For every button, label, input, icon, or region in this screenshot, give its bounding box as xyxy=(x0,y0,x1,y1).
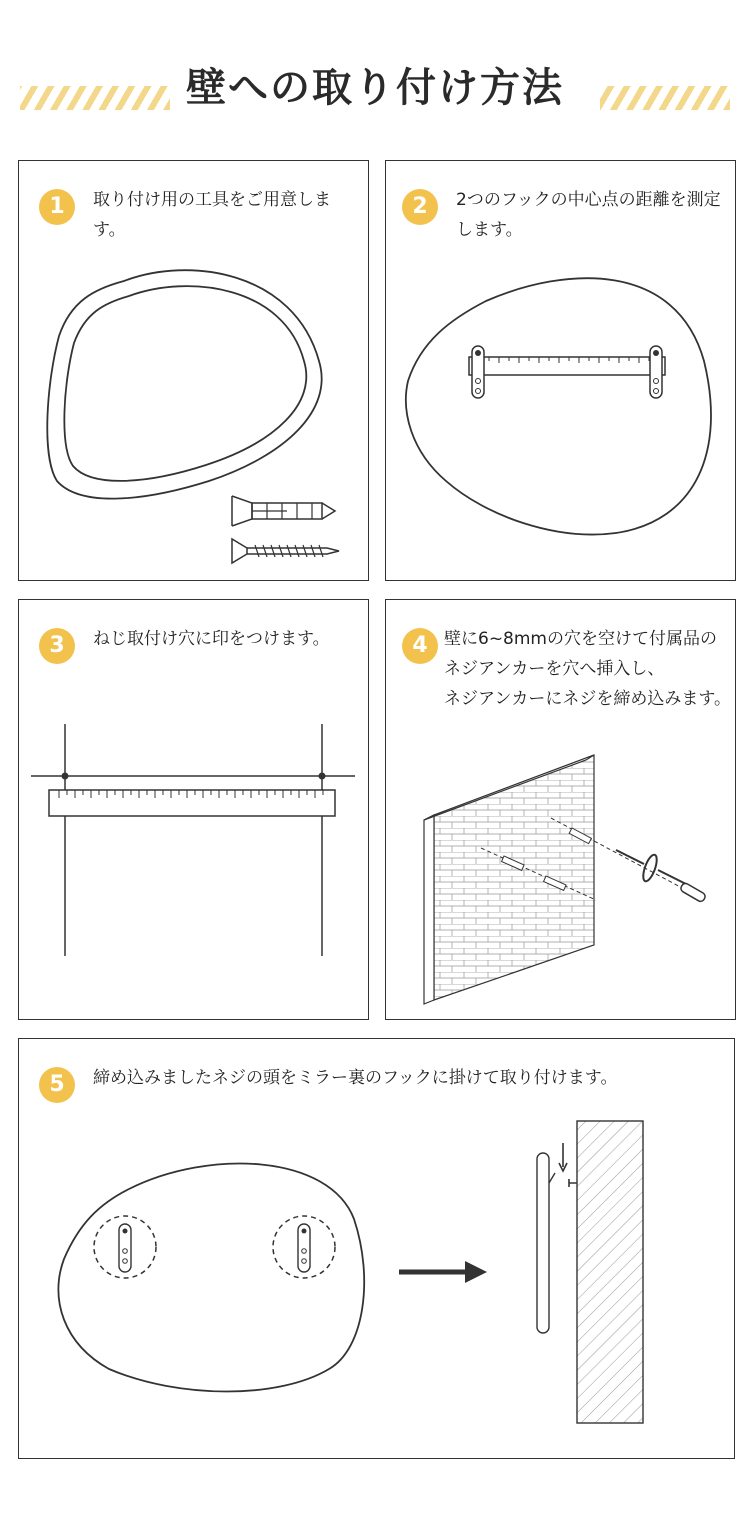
step-3-text: ねじ取付け穴に印をつけます。 xyxy=(93,629,330,649)
step-2-badge: 2 xyxy=(402,189,438,225)
step-5-badge: 5 xyxy=(39,1067,75,1103)
mirror-measure-illustration xyxy=(386,161,737,582)
step-4-line-1: 壁に6~8mmの穴を空けて付属品の xyxy=(444,629,717,649)
step-1-panel xyxy=(18,160,369,581)
step-2-panel xyxy=(385,160,736,581)
title-banner xyxy=(0,50,750,120)
step-4-badge: 4 xyxy=(402,628,438,664)
step-3-badge: 3 xyxy=(39,628,75,664)
page-title: 壁への取り付け方法 xyxy=(0,56,750,113)
wall-anchor-icon xyxy=(227,491,347,531)
screw-icon xyxy=(227,536,347,566)
side-view-illustration xyxy=(519,1117,719,1437)
step-4-line-3: ネジアンカーにネジを締め込みます。 xyxy=(444,689,731,709)
step-1-text: 取り付け用の工具をご用意します。 xyxy=(93,190,331,240)
step-5-text: 締め込みましたネジの頭をミラー裏のフックに掛けて取り付けます。 xyxy=(93,1068,618,1088)
step-5-panel xyxy=(18,1038,735,1459)
brick-wall-illustration xyxy=(386,600,737,1021)
step-2-text: 2つのフックの中心点の距離を測定します。 xyxy=(456,190,721,240)
step-3-panel xyxy=(18,599,369,1020)
step-4-line-2: ネジアンカーを穴へ挿入し、 xyxy=(444,659,665,679)
step-4-panel xyxy=(385,599,736,1020)
step-1-badge: 1 xyxy=(39,189,75,225)
mark-holes-illustration xyxy=(19,600,370,1021)
